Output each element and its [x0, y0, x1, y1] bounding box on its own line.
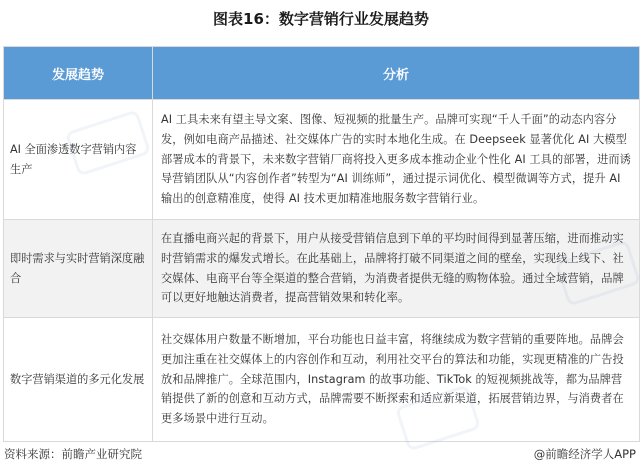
analysis-cell: AI 工具未来有望主导文案、图像、短视频的批量生产。品牌可实现“千人千面”的动态内容分发，例如电商产品描述、社交媒体广告的实时本地化生成。在 Deepseek 显著优化 AI 大模型部署成本的背景下，未来数字营销厂商将投入更多成本推动企业个性化 AI 工具的部署，进而诱导营销团队从“内容创作者”转型为“AI 训练师”，通过提示词优化、模型微调等方式，提升 AI 输出的创意精准度，使得 AI 技术更加精准地服务数字营销行业。	[153, 100, 640, 220]
table-row	[4, 318, 640, 442]
trend-cell: AI 全面渗透数字营销内容生产	[4, 100, 153, 220]
table-row	[4, 100, 640, 220]
header-trend: 发展趋势	[4, 47, 153, 100]
analysis-cell: 在直播电商兴起的背景下，用户从接受营销信息到下单的平均时间得到显著压缩，进而推动实时营销需求的爆发式增长。在此基础上，品牌将打破不同渠道之间的壁垒，实现线上线下、社交媒体、电商平台等全渠道的整合营销，为消费者提供无缝的购物体验。通过全域营销，品牌可以更好地触达消费者，提高营销效果和转化率。	[153, 220, 640, 318]
trend-cell: 数字营销渠道的多元化发展	[4, 318, 153, 442]
brand-credit: @前瞻经济学人APP	[533, 447, 636, 461]
header-analysis: 分析	[153, 47, 640, 100]
table-row	[4, 220, 640, 318]
chart-title: 图表16：数字营销行业发展趋势	[213, 10, 429, 28]
trend-table	[3, 46, 640, 442]
trend-cell: 即时需求与实时营销深度融合	[4, 220, 153, 318]
table-header-row	[4, 47, 640, 100]
source-note: 资料来源：前瞻产业研究院	[4, 447, 142, 461]
analysis-cell: 社交媒体用户数量不断增加，平台功能也日益丰富，将继续成为数字营销的重要阵地。品牌会更加注重在社交媒体上的内容创作和互动，利用社交平台的算法和功能，实现更精准的广告投放和品牌推广。全球范围内，Instagram 的故事功能、TikTok 的短视频挑战等，都为品牌营销提供了新的创意和互动方式，品牌需要不断探索和适应新渠道，拓展营销边界，与消费者在更多场景中进行互动。	[153, 318, 640, 442]
footer	[0, 444, 642, 464]
